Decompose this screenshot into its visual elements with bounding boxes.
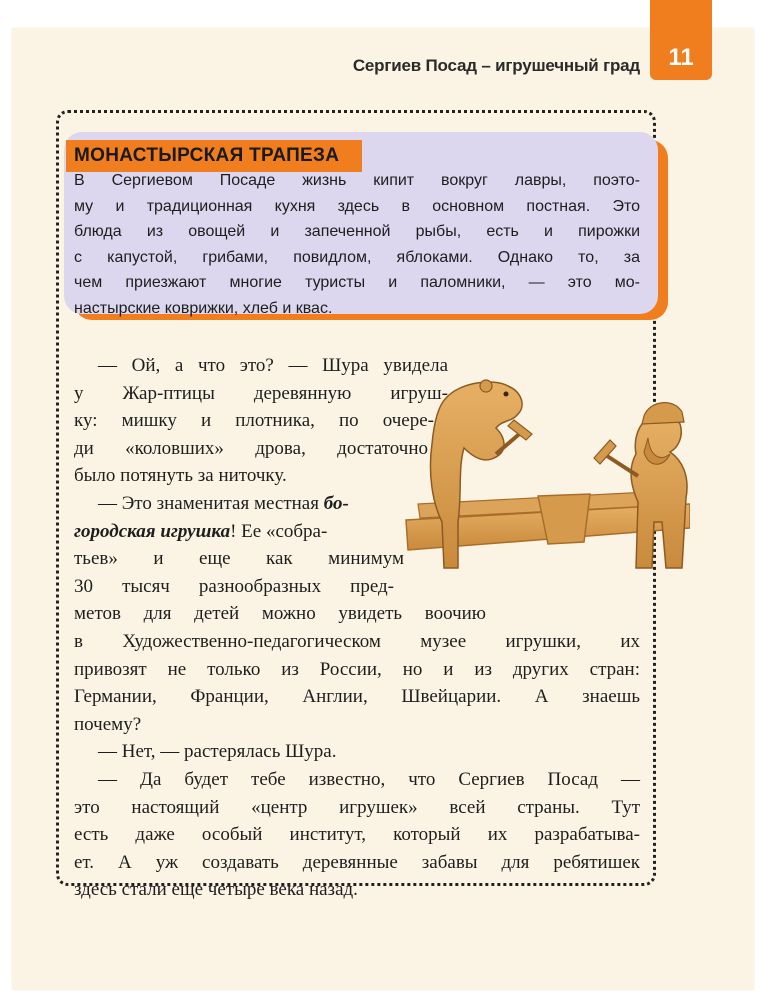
story-line: Германии, Франции, Англии, Швейцарии. А знаешь (74, 686, 640, 708)
info-box-title: МОНАСТЫРСКАЯ ТРАПЕЗА (66, 140, 362, 172)
story-line: у Жар-птицы деревянную игруш- (74, 382, 448, 404)
info-line: с капустой, грибами, повидлом, яблоками. Однако то, за (74, 248, 640, 266)
page-number: 11 (668, 44, 694, 71)
story-fragment-emphasis: городская игрушка (74, 520, 231, 542)
story-line: — Да будет тебе известно, что Сергиев Посад — (98, 769, 640, 790)
info-line: му и традиционная кухня здесь в основном постная. Это (74, 197, 640, 215)
story-line: в Художественно-педагогическом музее игрушки, их (74, 631, 640, 652)
story-line (74, 518, 404, 546)
story-fragment: ! Ее «собра- (230, 520, 328, 542)
running-title: Сергиев Посад – игрушечный град (352, 56, 640, 75)
info-line: настырские коврижки, хлеб и квас. (74, 299, 333, 317)
story-line: ди «коловших» дрова, достаточно (74, 437, 428, 459)
info-line: блюда из овощей и запеченной рыбы, есть и пирожки (74, 223, 640, 240)
story-line: 30 тысяч разнообразных пред- (74, 575, 394, 597)
story-line: тьев» и еще как минимум (74, 548, 404, 570)
story-line: — Нет, — растерялась Шура. (98, 741, 337, 763)
story-line (74, 490, 404, 518)
story-fragment-emphasis: бо- (323, 493, 349, 514)
story-line: есть даже особый институт, который их разрабатыва- (74, 824, 640, 846)
story-line: почему? (74, 713, 142, 735)
story-line: это настоящий «центр игрушек» всей страны. Тут (74, 796, 640, 818)
info-line: В Сергиевом Посаде жизнь кипит вокруг лавры, поэто- (74, 172, 640, 189)
story-line: — Ой, а что это? — Шура увидела (98, 355, 448, 376)
story-line: было потянуть за ниточку. (74, 465, 287, 487)
story-line: ет. А уж создавать деревянные забавы для ребятишек (74, 851, 640, 873)
info-line: чем приезжают многие туристы и паломники, — это мо- (74, 274, 640, 291)
story-line: метов для детей можно увидеть воочию (74, 603, 486, 625)
story-line: здесь стали еще четыре века назад. (74, 879, 358, 901)
story-fragment: — Это знаменитая местная (98, 493, 319, 514)
story-line: привозят не только из России, но и из других стран: (74, 658, 640, 680)
story-line: ку: мишку и плотника, по очере- (74, 410, 434, 432)
